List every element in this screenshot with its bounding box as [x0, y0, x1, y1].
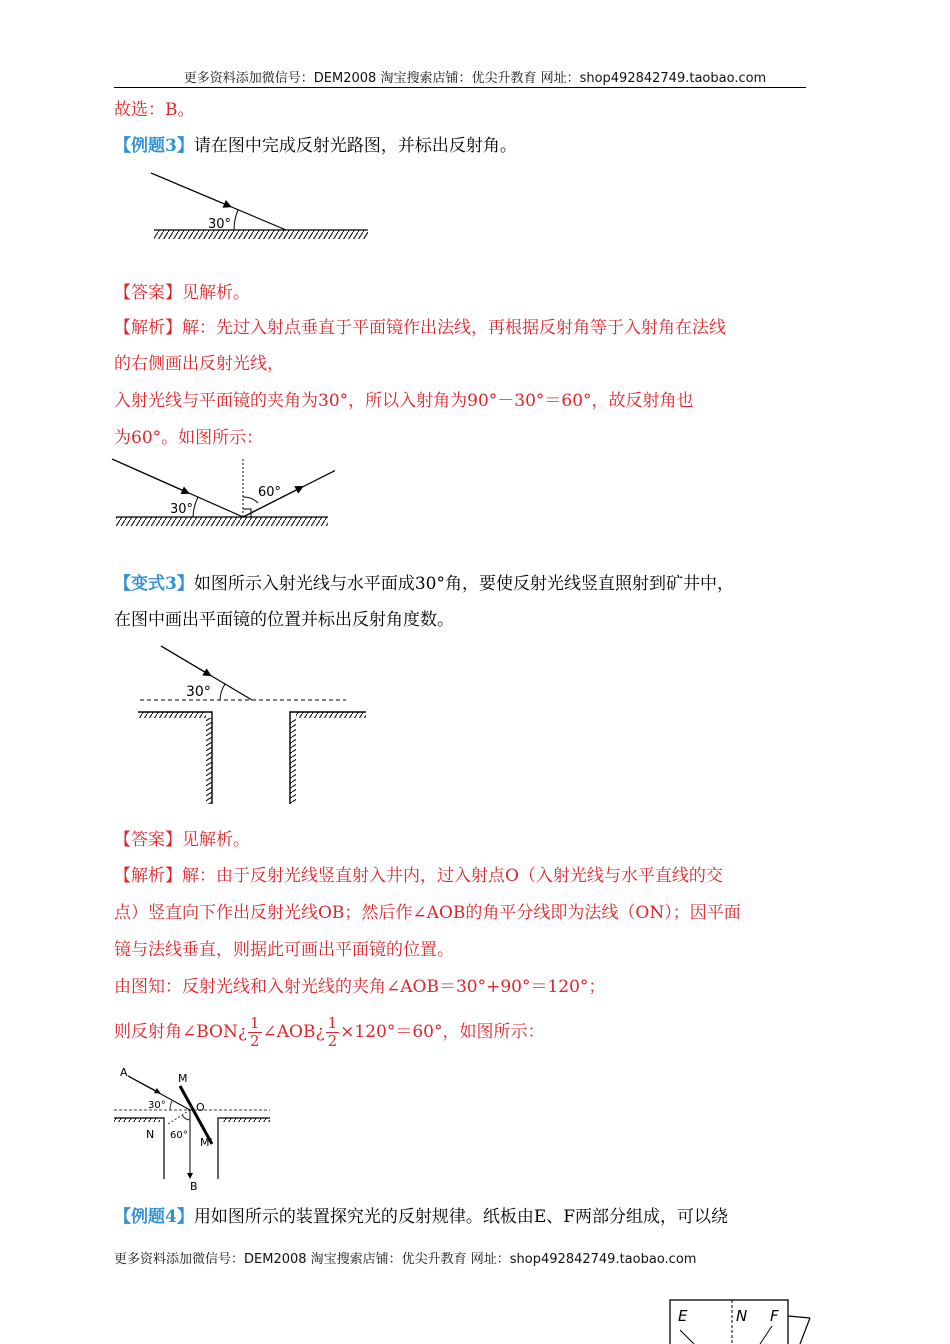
figure-incident-ray — [148, 168, 373, 248]
analysis-2-line3: 镜与法线垂直，则据此可画出平面镜的位置。 — [114, 940, 454, 960]
analysis-1-line1 — [114, 317, 726, 339]
example-3-tag: 【例题3】 — [114, 136, 194, 156]
analysis-2-line2: 点）竖直向下作出反射光线OB；然后作∠AOB的角平分线即为法线（ON）；因平面 — [114, 903, 741, 923]
figure-mine-shaft — [132, 642, 372, 807]
formula-part-2: ∠AOB¿ — [262, 1022, 325, 1042]
incident-ray-arrow — [128, 1076, 158, 1092]
right-ground-hatch — [222, 1118, 270, 1122]
fraction-denominator: 2 — [327, 1032, 338, 1050]
fraction-numerator: 1 — [249, 1014, 260, 1032]
analysis-1-line2: 的右侧画出反射光线， — [114, 354, 284, 374]
analysis-1-line4: 为60°。如图所示： — [114, 428, 264, 448]
left-ground-hatch — [114, 1118, 160, 1122]
label-60: 60° — [170, 1130, 188, 1141]
analysis-2-line1 — [114, 865, 723, 887]
label-30: 30° — [148, 1100, 166, 1111]
angle-arc — [220, 684, 225, 700]
right-wall-hatch — [290, 718, 296, 804]
label-M: M — [178, 1072, 188, 1085]
reflected-ray — [243, 464, 335, 517]
left-ground-hatch — [138, 712, 206, 718]
angle-arc-60 — [182, 1115, 190, 1120]
angle-arc-30 — [170, 1101, 172, 1110]
page-header: 更多资料添加微信号：DEM2008 淘宝搜索店铺：优尖升教育 网址：shop492842749.taobao.com — [183, 71, 767, 86]
label-O: O — [196, 1101, 205, 1114]
answer-choice: 故选：B。 — [114, 100, 195, 120]
example-4-text: 用如图所示的装置探究光的反射规律。纸板由E、F两部分组成，可以绕 — [193, 1207, 729, 1227]
label-M-prime: M' — [200, 1136, 213, 1149]
analysis-2-line4: 由图知：反射光线和入射光线的夹角∠AOB＝30°+90°＝120°； — [114, 977, 606, 997]
fraction-half — [326, 1015, 340, 1050]
angle-arc — [234, 210, 238, 230]
board-fold-edge — [800, 1318, 810, 1344]
analysis-1-line3: 入射光线与平面镜的夹角为30°，所以入射角为90°－30°＝60°，故反射角也 — [114, 391, 694, 411]
page-footer: 更多资料添加微信号：DEM2008 淘宝搜索店铺：优尖升教育 网址：shop492842749.taobao.com — [114, 1252, 697, 1267]
incident-ray-arrow — [161, 646, 208, 674]
label-F: F — [770, 1307, 779, 1325]
right-ground-and-wall — [290, 712, 366, 804]
header-rule — [114, 87, 806, 88]
analysis-2-text-a: 解：由于反射光线竖直射入井内，过入射点O（入射光线与水平直线的交 — [182, 866, 723, 886]
angle-label-in: 30° — [170, 502, 194, 517]
figure-reflection — [110, 456, 335, 534]
board-diagonal-right — [760, 1326, 772, 1344]
example-3-question — [114, 135, 517, 157]
fraction-denominator: 2 — [249, 1032, 260, 1050]
fraction-numerator: 1 — [327, 1014, 338, 1032]
fraction-half — [248, 1015, 262, 1050]
variant-3-tag: 【变式3】 — [114, 574, 194, 594]
answer-2: 【答案】见解析。 — [114, 830, 250, 850]
formula-part-3: ×120°＝60°，如图所示： — [340, 1022, 545, 1042]
analysis-tag: 【解析】 — [114, 866, 182, 886]
example-3-text: 请在图中完成反射光路图，并标出反射角。 — [193, 136, 517, 156]
example-4-question — [114, 1206, 728, 1228]
left-ground-and-wall — [138, 712, 212, 804]
angle-arc-out — [243, 497, 258, 503]
analysis-tag: 【解析】 — [114, 318, 182, 338]
angle-arc-in — [193, 497, 198, 517]
normal-ON — [168, 1110, 190, 1124]
figure-mirror-solution — [110, 1064, 275, 1194]
answer-1: 【答案】见解析。 — [114, 283, 250, 303]
analysis-2-formula — [114, 1014, 544, 1050]
label-N: N — [146, 1128, 155, 1141]
figure-paper-board — [660, 1296, 820, 1344]
variant-3-text: 如图所示入射光线与水平面成30°角，要使反射光线竖直照射到矿井中， — [193, 574, 734, 594]
label-A: A — [120, 1066, 128, 1079]
right-ground-hatch — [296, 712, 366, 718]
analysis-1-text-a: 解：先过入射点垂直于平面镜作出法线，再根据反射角等于入射角在法线 — [182, 318, 726, 338]
board-diagonal-left — [680, 1330, 694, 1344]
left-ground-and-wall — [114, 1118, 164, 1179]
label-E: E — [678, 1307, 688, 1325]
angle-label: 30° — [186, 684, 211, 700]
angle-label: 30° — [208, 217, 232, 232]
left-wall-hatch — [206, 718, 212, 804]
variant-3-question-line1 — [114, 573, 734, 595]
formula-part-1: 则反射角∠BON¿ — [114, 1022, 247, 1042]
mirror-hatching — [116, 517, 328, 526]
example-4-tag: 【例题4】 — [114, 1207, 194, 1227]
right-ground-and-wall — [218, 1118, 270, 1179]
angle-label-out: 60° — [258, 485, 282, 500]
label-N: N — [736, 1307, 748, 1325]
board-fold-line — [788, 1316, 810, 1318]
mirror-hatching — [154, 230, 368, 239]
incident-ray-arrow — [112, 459, 186, 492]
variant-3-question-line2: 在图中画出平面镜的位置并标出反射角度数。 — [114, 610, 454, 630]
label-B: B — [190, 1180, 198, 1193]
incident-ray-arrow — [151, 173, 228, 206]
